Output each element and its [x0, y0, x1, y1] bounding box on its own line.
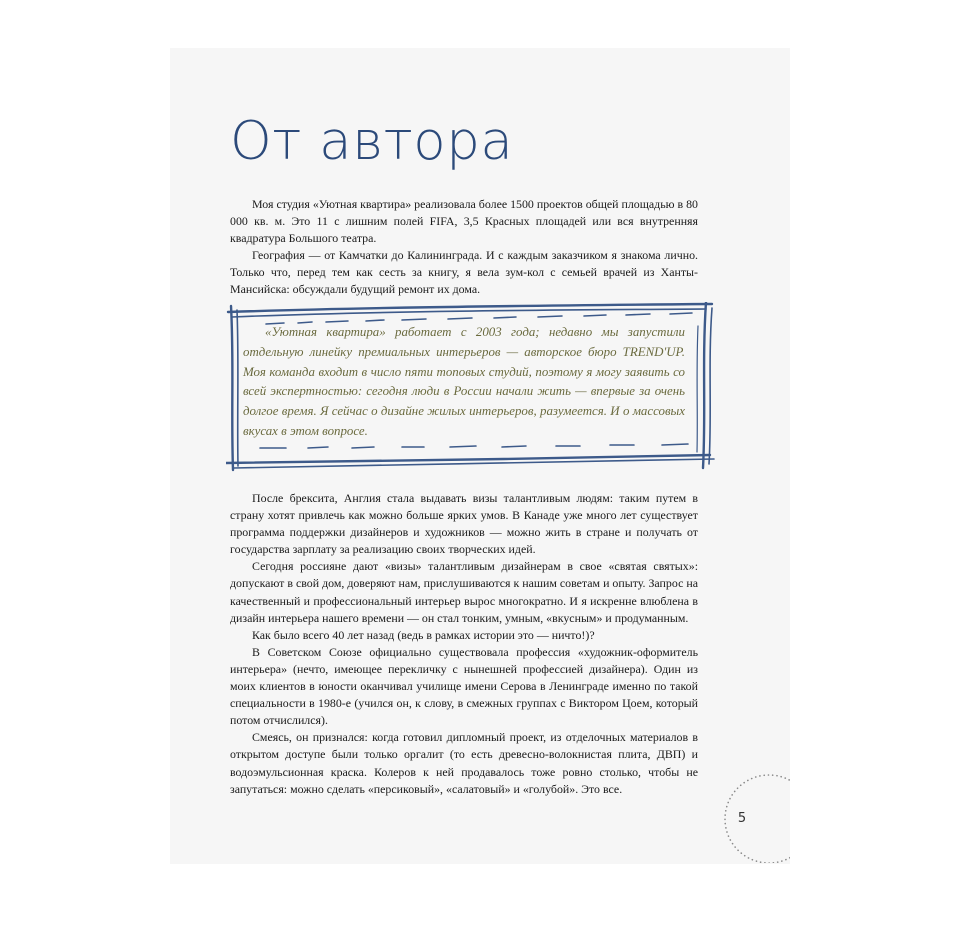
body-text: [230, 490, 698, 798]
page-number-badge: [723, 773, 790, 863]
paragraph: После брексита, Англия стала выдавать визы талантливым людям: таким путем в страну хотят привлечь как можно больше ярких умов. В Канаде уже много лет существует программа поддержки дизайнеров и художников — можно жить в стране и получать от государства зарплату за реализацию своих творческих идей.: [230, 491, 698, 557]
quote-block: [226, 302, 716, 472]
paragraph: Смеясь, он признался: когда готовил дипломный проект, из отделочных материалов в открытом доступе были только оргалит (то есть древесно-волокнистая плита, ДВП) и водоэмульсионная краска. Колеров к ней продавалось тоже ровно столько, чтобы не запутаться: можно сделать «персиковый», «салатовый» и «голубой». Это все.: [230, 730, 698, 796]
paragraph: География — от Камчатки до Калининграда. И с каждым заказчиком я знакома лично. Только что, перед тем как сесть за книгу, я вела зум-кол с семьей врачей из Ханты-Мансийска: обсуждали будущий ремонт их дома.: [230, 248, 698, 297]
page-number: 5: [737, 811, 747, 826]
quote-text: «Уютная квартира» работает с 2003 года; недавно мы запустили отдельную линейку премиальных интерьеров — авторское бюро TREND'UP. Моя команда входит в число пяти топовых студий, поэтому я могу заявить со всей экспертностью: сегодня люди в России начали жить — впервые за очень долгое время. Я сейчас о дизайне жилых интерьеров, разумеется. И о массовых вкусах в этом вопросе.: [243, 325, 685, 438]
intro-text: [230, 196, 698, 299]
paragraph: Сегодня россияне дают «визы» талантливым дизайнерам в свое «святая святых»: допускают в свой дом, доверяют нам, прислушиваются к нашим советам и опыту. Запрос на качественный и профессиональный интерьер вырос многократно. И я искренне влюблена в дизайн интерьера нашего времени — он стал тонким, умным, «вкусным» и продуманным.: [230, 559, 698, 625]
paragraph: В Советском Союзе официально существовала профессия «художник-оформитель интерьера» (нечто, имеющее перекличку с нынешней профессией дизайнера). Один из моих клиентов в юности оканчивал училище имени Серова в Ленинграде именно по такой специальности в 1980-е (учился он, к слову, в смежных группах с Виктором Цоем, который потом отчислился).: [230, 644, 698, 728]
paragraph: Моя студия «Уютная квартира» реализовала более 1500 проектов общей площадью в 80 000 кв. м. Это 11 с лишним полей FIFA, 3,5 Красных площадей или вся внутренняя квадратура Большого театра.: [230, 197, 698, 246]
paragraph: Как было всего 40 лет назад (ведь в рамках истории это — ничто!)?: [252, 627, 595, 642]
page-title: От автора: [230, 111, 514, 172]
book-page: [170, 48, 790, 864]
